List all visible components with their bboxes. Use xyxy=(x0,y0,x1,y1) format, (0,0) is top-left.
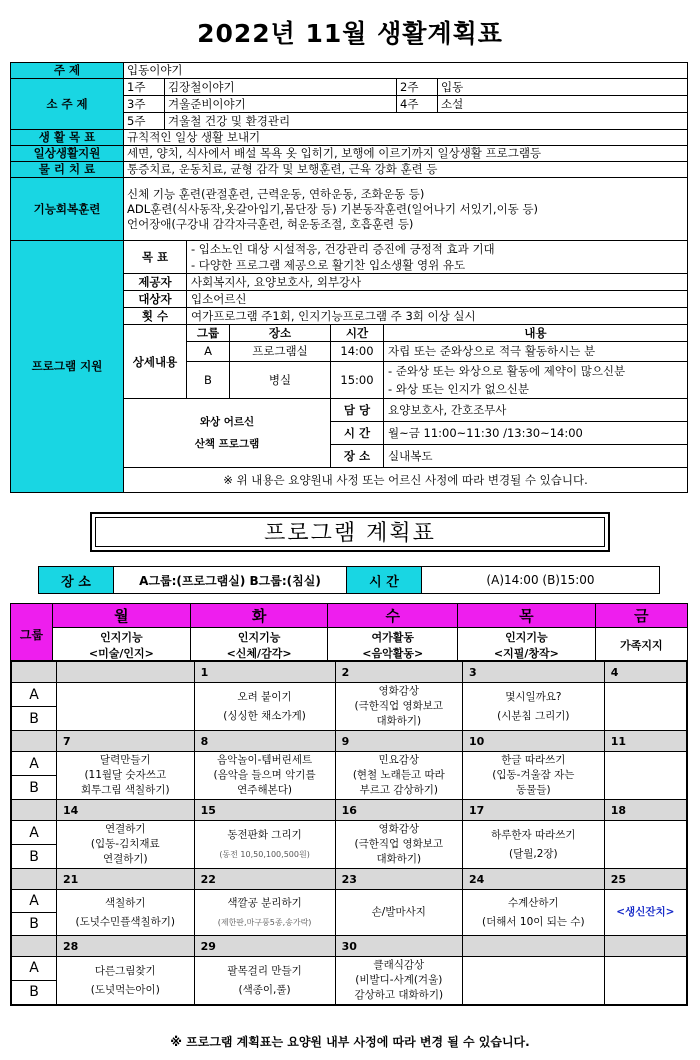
activity-cell xyxy=(57,752,195,800)
day-header: 월 xyxy=(53,604,191,628)
physio-value: 통증치료, 운동치료, 균형 감각 및 보행훈련, 근육 강화 훈련 등 xyxy=(124,162,688,178)
activity-cell xyxy=(335,957,462,1006)
charge-value: 요양보호사, 간호조무사 xyxy=(384,399,688,422)
activity-line: 음악놀이-템버린세트 xyxy=(217,754,313,766)
activity-line: 손/발마사지 xyxy=(371,906,426,918)
purpose-line: - 입소노인 대상 시설적응, 건강관리 증진에 긍정적 효과 기대 xyxy=(191,242,495,256)
activity-line: 연주해본다) xyxy=(237,784,292,796)
date-number: 25 xyxy=(604,869,687,890)
activity-line: 감상하고 대화하기) xyxy=(354,989,444,1001)
activity-line: (시분침 그리기) xyxy=(497,709,570,722)
day-subtype: <미술/인지> xyxy=(88,647,154,660)
activity-line: 민요감상 xyxy=(378,754,420,766)
activity-line: (현철 노래듣고 따라 xyxy=(352,769,445,781)
activity-cell xyxy=(462,821,604,869)
group-header: 그룹 xyxy=(11,604,53,665)
date-number: 24 xyxy=(462,869,604,890)
activity-cell xyxy=(462,957,604,1006)
walk-time-value: 월~금 11:00~11:30 /13:30~14:00 xyxy=(384,422,688,445)
activity-line: (색종이,풀) xyxy=(238,983,291,996)
group-b-label: B xyxy=(11,707,57,731)
group-a-label: A xyxy=(11,957,57,981)
activity-line: (극한직업 영화보고 xyxy=(354,838,444,850)
detail-header: 장소 xyxy=(230,325,331,342)
day-subtype: <지필/창작> xyxy=(493,647,559,660)
activity-line: 대화하기) xyxy=(376,715,422,727)
activity-line: (입동-김치재료 xyxy=(90,838,160,850)
provider-value: 사회복지사, 요양보호사, 외부강사 xyxy=(187,274,688,291)
bedridden-label: 산책 프로그램 xyxy=(194,438,260,450)
activity-line: (극한직업 영화보고 xyxy=(354,700,444,712)
activity-cell xyxy=(604,821,687,869)
activity-line: (더해서 10이 되는 수) xyxy=(482,915,585,928)
detail-header: 그룹 xyxy=(187,325,230,342)
activity-line: 부르고 감상하기) xyxy=(359,784,438,796)
activity-cell xyxy=(194,752,335,800)
count-value: 여가프로그램 주1회, 인지기능프로그램 주 3회 이상 실시 xyxy=(187,308,688,325)
week-num: 4주 xyxy=(397,96,438,113)
notice: ※ 위 내용은 요양원내 사정 또는 어르신 사정에 따라 변경될 수 있습니다. xyxy=(124,468,687,493)
activity-cell xyxy=(462,752,604,800)
activity-line: (음악을 들으며 악기를 xyxy=(213,769,316,781)
week-topic: 겨울철 건강 및 환경관리 xyxy=(165,113,688,130)
activity-line: 클래식감상 xyxy=(373,959,425,971)
footnote: ※ 프로그램 계획표는 요양원 내부 사정에 따라 변경 될 수 있습니다. xyxy=(170,1035,530,1049)
day-header: 수 xyxy=(328,604,458,628)
detail-time: 15:00 xyxy=(331,362,384,399)
page-title: 2022년 11월 생활계획표 xyxy=(197,19,503,48)
group-b-label: B xyxy=(11,776,57,800)
date-number: 15 xyxy=(194,800,335,821)
goal-value: 규칙적인 일상 생활 보내기 xyxy=(124,130,688,146)
activity-cell xyxy=(194,821,335,869)
date-number xyxy=(462,936,604,957)
activity-line: 색깔공 분리하기 xyxy=(227,896,302,909)
subtheme-label: 소 주 제 xyxy=(11,79,124,130)
activity-cell xyxy=(57,683,195,731)
date-number: 23 xyxy=(335,869,462,890)
activity-cell xyxy=(57,821,195,869)
date-number: 8 xyxy=(194,731,335,752)
theme-value: 입동이야기 xyxy=(124,63,688,79)
activity-line: 동전판화 그리기 xyxy=(227,828,302,841)
date-number: 17 xyxy=(462,800,604,821)
date-number: 10 xyxy=(462,731,604,752)
rehab-line: 신체 기능 훈련(관절훈련, 근력운동, 연하운동, 조화운동 등) xyxy=(127,186,425,201)
date-number: 22 xyxy=(194,869,335,890)
detail-place: 프로그램실 xyxy=(230,342,331,362)
target-label: 대상자 xyxy=(124,291,187,308)
subtheme-table xyxy=(124,79,687,129)
rehab-line: ADL훈련(식사동작,옷갈아입기,몸단장 등) 기본동작훈련(일어나기 서있기,이동 등) xyxy=(127,201,539,216)
date-number: 14 xyxy=(57,800,195,821)
activity-line: 몇시일까요? xyxy=(505,690,562,703)
date-number: 16 xyxy=(335,800,462,821)
detail-content: - 준와상 또는 와상으로 활동에 제약이 많으신분 xyxy=(384,362,688,381)
day-type: 인지기능 xyxy=(505,631,548,644)
activity-line: (입동-겨울잠 자는 xyxy=(492,769,575,781)
activity-cell xyxy=(335,890,462,936)
day-header: 목 xyxy=(458,604,596,628)
activity-cell xyxy=(194,890,335,936)
date-number: 3 xyxy=(462,661,604,683)
group-a-label: A xyxy=(11,752,57,776)
activity-line: 영화감상 xyxy=(378,685,420,697)
program-label: 프로그램 지원 xyxy=(11,241,124,493)
day-type: 인지기능 xyxy=(100,631,143,644)
week-corner xyxy=(11,936,57,957)
day-type: 여가활동 xyxy=(371,631,414,644)
activity-line: 다른그림찾기 xyxy=(94,964,156,977)
date-number: 9 xyxy=(335,731,462,752)
activity-cell xyxy=(335,752,462,800)
date-number: 4 xyxy=(604,661,687,683)
activity-cell xyxy=(462,683,604,731)
activity-line: 달력만들기 xyxy=(99,754,151,766)
activity-cell xyxy=(194,683,335,731)
activity-cell xyxy=(335,821,462,869)
activity-cell xyxy=(194,957,335,1006)
date-number xyxy=(57,661,195,683)
day-subtype: <음악활동> xyxy=(362,647,424,660)
purpose-label: 목 표 xyxy=(124,241,187,274)
week-num: 1주 xyxy=(124,79,165,96)
week-corner xyxy=(11,731,57,752)
walk-time-label: 시 간 xyxy=(331,422,384,445)
activity-line: 연결하기) xyxy=(102,853,148,865)
detail-header: 시간 xyxy=(331,325,384,342)
activity-cell xyxy=(57,957,195,1006)
date-number: 7 xyxy=(57,731,195,752)
date-number: 11 xyxy=(604,731,687,752)
place-label: 장 소 xyxy=(39,567,114,594)
schedule-header xyxy=(10,603,688,665)
activity-line: <생신잔치> xyxy=(616,906,675,918)
date-number: 29 xyxy=(194,936,335,957)
detail-group: A xyxy=(187,342,230,362)
walk-place-value: 실내복도 xyxy=(384,445,688,468)
place-time-bar xyxy=(38,566,660,594)
detail-header: 내용 xyxy=(384,325,688,342)
activity-line: 색칠하기 xyxy=(104,896,146,909)
activity-line: (달월,2장) xyxy=(509,847,558,860)
activity-line: (11월달 숫자쓰고 xyxy=(84,769,167,781)
activity-line: 한글 따라쓰기 xyxy=(501,754,566,766)
physio-label: 물 리 치 료 xyxy=(11,162,124,178)
program-support-table xyxy=(124,241,687,492)
charge-label: 담 당 xyxy=(331,399,384,422)
detail-label: 상세내용 xyxy=(124,325,187,399)
activity-line: (싱싱한 채소가게) xyxy=(223,709,306,722)
detail-group: B xyxy=(187,362,230,399)
activity-line: (도넛먹는아이) xyxy=(90,983,160,996)
day-type: 인지기능 xyxy=(237,631,281,644)
schedule-calendar xyxy=(10,660,688,1006)
week-num: 5주 xyxy=(124,113,165,130)
activity-cell xyxy=(462,890,604,936)
activity-cell xyxy=(604,957,687,1006)
theme-label: 주 제 xyxy=(11,63,124,79)
activity-line: (도넛수민플색칠하기) xyxy=(75,915,176,928)
group-a-label: A xyxy=(11,890,57,913)
date-number xyxy=(604,936,687,957)
group-a-label: A xyxy=(11,821,57,845)
purpose-line: - 다양한 프로그램 제공으로 활기찬 입소생활 영위 유도 xyxy=(191,258,466,272)
activity-line: 동물들) xyxy=(516,784,551,796)
week-corner xyxy=(11,800,57,821)
program-title-box xyxy=(90,512,610,552)
day-subtype: <신체/감각> xyxy=(226,647,292,660)
walk-place-label: 장 소 xyxy=(331,445,384,468)
goal-label: 생 활 목 표 xyxy=(11,130,124,146)
date-number: 2 xyxy=(335,661,462,683)
daily-value: 세면, 양치, 식사에서 배설 목욕 옷 입히기, 보행에 이르기까지 일상생활 프로그램등 xyxy=(124,146,688,162)
daily-label: 일상생활지원 xyxy=(11,146,124,162)
week-topic: 김장철이야기 xyxy=(165,79,397,96)
activity-line: 연결하기 xyxy=(104,823,146,835)
activity-line: (제한판,마구풍5종,송가락) xyxy=(217,917,312,927)
activity-line: 영화감상 xyxy=(378,823,420,835)
activity-line: 대화하기) xyxy=(376,853,422,865)
date-number: 28 xyxy=(57,936,195,957)
time-value: (A)14:00 (B)15:00 xyxy=(422,567,660,594)
activity-line: 팔목걸리 만들기 xyxy=(227,964,302,977)
detail-time: 14:00 xyxy=(331,342,384,362)
plan-info-table xyxy=(10,62,688,493)
provider-label: 제공자 xyxy=(124,274,187,291)
group-b-label: B xyxy=(11,980,57,1005)
place-value: A그룹:(프로그램실) B그룹:(침실) xyxy=(114,567,347,594)
week-corner xyxy=(11,869,57,890)
week-num: 3주 xyxy=(124,96,165,113)
activity-cell xyxy=(335,683,462,731)
activity-cell xyxy=(604,890,687,936)
activity-cell xyxy=(604,683,687,731)
date-number: 30 xyxy=(335,936,462,957)
week-topic: 겨울준비이야기 xyxy=(165,96,397,113)
detail-content: - 와상 또는 인지가 없으신분 xyxy=(384,380,688,399)
group-a-label: A xyxy=(11,683,57,707)
activity-line: (동전 10,50,100,500원) xyxy=(219,849,310,859)
target-value: 입소어르신 xyxy=(187,291,688,308)
activity-line: (비발디-사계(겨울) xyxy=(355,974,443,986)
activity-line: 회투그림 색칠하기) xyxy=(80,784,170,796)
count-label: 횟 수 xyxy=(124,308,187,325)
date-number: 1 xyxy=(194,661,335,683)
activity-line: 하루한자 따라쓰기 xyxy=(491,828,576,841)
week-corner xyxy=(11,661,57,683)
activity-line: 수계산하기 xyxy=(507,896,559,909)
week-topic: 입동 xyxy=(438,79,688,96)
detail-place: 병실 xyxy=(230,362,331,399)
date-number: 21 xyxy=(57,869,195,890)
activity-line: 오려 붙이기 xyxy=(237,690,292,703)
week-num: 2주 xyxy=(397,79,438,96)
week-topic: 소설 xyxy=(438,96,688,113)
bedridden-label: 와상 어르신 xyxy=(199,416,255,428)
activity-cell xyxy=(604,752,687,800)
group-b-label: B xyxy=(11,845,57,869)
day-header: 금 xyxy=(595,604,687,628)
rehab-label: 기능회복훈련 xyxy=(11,178,124,241)
activity-cell xyxy=(57,890,195,936)
date-number: 18 xyxy=(604,800,687,821)
group-b-label: B xyxy=(11,913,57,936)
rehab-line: 언어장애(구강내 감각자극훈련, 혀운동조절, 호흡훈련 등) xyxy=(127,216,414,231)
day-header: 화 xyxy=(190,604,328,628)
day-type: 가족지지 xyxy=(620,639,663,652)
time-label: 시 간 xyxy=(347,567,422,594)
program-title: 프로그램 계획표 xyxy=(95,517,605,547)
detail-content: 자립 또는 준와상으로 적극 활동하시는 분 xyxy=(384,342,688,362)
